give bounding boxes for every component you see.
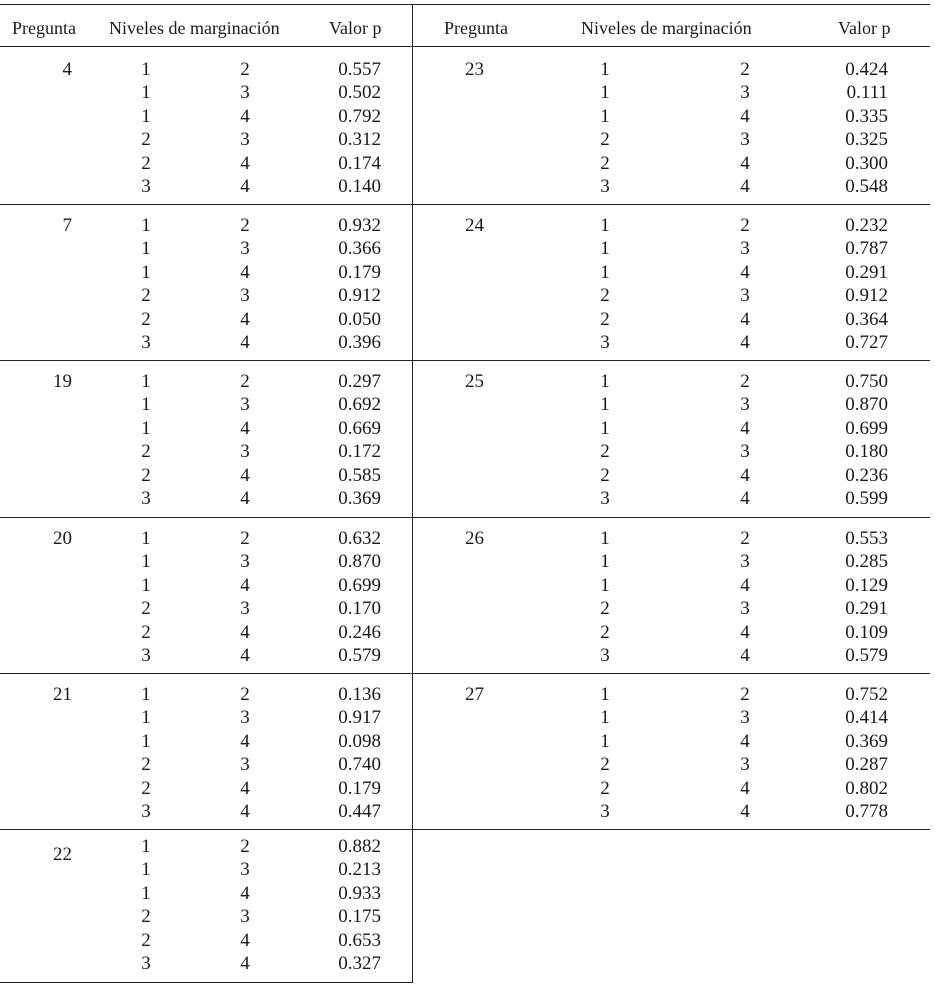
nivel-b-cell: 4	[240, 777, 250, 799]
nivel-a-cell: 1	[141, 882, 151, 904]
nivel-a-cell: 3	[600, 332, 610, 353]
nivel-a-cell: 3	[600, 488, 610, 509]
nivel-a-cell: 3	[141, 801, 151, 822]
pregunta-number: 20	[53, 528, 72, 549]
nivel-a-cell: 1	[600, 238, 610, 260]
nivel-b-cell: 3	[740, 598, 750, 620]
valor-p-cell: 0.653	[338, 929, 381, 951]
nivel-b-cell: 4	[740, 488, 750, 509]
nivel-b-cell: 4	[240, 464, 250, 486]
nivel-a-cell: 2	[600, 152, 610, 174]
nivel-b-cell: 3	[240, 707, 250, 729]
valor-p-cell: 0.297	[338, 371, 381, 392]
valor-p-cell: 0.179	[338, 777, 381, 799]
nivel-b-cell: 4	[240, 308, 250, 330]
pregunta-number: 23	[465, 59, 484, 80]
nivel-b-cell: 4	[240, 176, 250, 197]
nivel-b-cell: 4	[740, 308, 750, 330]
nivel-a-cell: 3	[141, 332, 151, 353]
valor-p-cell: 0.692	[338, 394, 381, 416]
nivel-b-cell: 4	[240, 574, 250, 596]
nivel-b-cell: 3	[740, 394, 750, 416]
valor-p-cell: 0.180	[845, 441, 888, 463]
pregunta-number: 24	[465, 215, 484, 236]
nivel-b-cell: 3	[740, 754, 750, 776]
nivel-b-cell: 4	[240, 801, 250, 822]
nivel-b-cell: 4	[740, 645, 750, 666]
valor-p-cell: 0.792	[338, 105, 381, 127]
header-valor-p-left: Valor p	[329, 18, 382, 38]
top-rule	[0, 4, 930, 5]
nivel-b-cell: 3	[240, 129, 250, 151]
pregunta-number: 19	[53, 371, 72, 392]
nivel-a-cell: 1	[600, 59, 610, 80]
valor-p-cell: 0.175	[338, 906, 381, 928]
nivel-b-cell: 2	[240, 215, 250, 236]
valor-p-cell: 0.932	[338, 215, 381, 236]
nivel-a-cell: 2	[141, 777, 151, 799]
nivel-a-cell: 1	[600, 684, 610, 705]
nivel-b-cell: 3	[740, 285, 750, 307]
group-separator	[0, 204, 930, 205]
nivel-a-cell: 1	[600, 707, 610, 729]
pregunta-number: 25	[465, 371, 484, 392]
valor-p-cell: 0.109	[845, 621, 888, 643]
nivel-b-cell: 2	[740, 684, 750, 705]
valor-p-cell: 0.870	[338, 551, 381, 573]
nivel-a-cell: 1	[600, 528, 610, 549]
nivel-b-cell: 4	[740, 801, 750, 822]
nivel-a-cell: 2	[600, 754, 610, 776]
nivel-b-cell: 3	[740, 551, 750, 573]
valor-p-cell: 0.396	[338, 332, 381, 353]
nivel-a-cell: 1	[141, 730, 151, 752]
nivel-a-cell: 1	[600, 215, 610, 236]
valor-p-cell: 0.300	[845, 152, 888, 174]
valor-p-cell: 0.917	[338, 707, 381, 729]
nivel-b-cell: 4	[740, 332, 750, 353]
nivel-b-cell: 4	[240, 261, 250, 283]
group-separator	[0, 673, 930, 674]
valor-p-cell: 0.129	[845, 574, 888, 596]
valor-p-cell: 0.669	[338, 417, 381, 439]
nivel-a-cell: 2	[600, 285, 610, 307]
group-separator	[0, 829, 930, 830]
nivel-b-cell: 2	[240, 836, 250, 857]
nivel-b-cell: 4	[240, 488, 250, 509]
valor-p-cell: 0.579	[338, 645, 381, 666]
nivel-a-cell: 1	[600, 417, 610, 439]
nivel-b-cell: 3	[240, 285, 250, 307]
nivel-a-cell: 1	[600, 394, 610, 416]
valor-p-cell: 0.933	[338, 882, 381, 904]
pregunta-number: 26	[465, 528, 484, 549]
valor-p-cell: 0.291	[845, 261, 888, 283]
valor-p-cell: 0.369	[845, 730, 888, 752]
nivel-b-cell: 3	[740, 238, 750, 260]
pregunta-number: 22	[53, 844, 72, 865]
nivel-a-cell: 2	[600, 441, 610, 463]
nivel-b-cell: 4	[240, 953, 250, 974]
valor-p-cell: 0.699	[845, 417, 888, 439]
pregunta-number: 21	[53, 684, 72, 705]
valor-p-cell: 0.246	[338, 621, 381, 643]
nivel-a-cell: 1	[141, 836, 151, 857]
valor-p-cell: 0.912	[338, 285, 381, 307]
valor-p-cell: 0.050	[338, 308, 381, 330]
nivel-a-cell: 2	[600, 777, 610, 799]
nivel-b-cell: 3	[740, 441, 750, 463]
nivel-a-cell: 3	[141, 176, 151, 197]
group-separator	[0, 360, 930, 361]
header-pregunta-right: Pregunta	[444, 18, 508, 38]
valor-p-cell: 0.802	[845, 777, 888, 799]
valor-p-cell: 0.727	[845, 332, 888, 353]
nivel-b-cell: 4	[240, 621, 250, 643]
nivel-a-cell: 3	[600, 645, 610, 666]
nivel-a-cell: 3	[600, 176, 610, 197]
nivel-a-cell: 2	[600, 464, 610, 486]
nivel-b-cell: 3	[240, 906, 250, 928]
valor-p-cell: 0.170	[338, 598, 381, 620]
valor-p-cell: 0.136	[338, 684, 381, 705]
valor-p-cell: 0.172	[338, 441, 381, 463]
valor-p-cell: 0.285	[845, 551, 888, 573]
nivel-b-cell: 3	[240, 394, 250, 416]
valor-p-cell: 0.557	[338, 59, 381, 80]
valor-p-cell: 0.787	[845, 238, 888, 260]
valor-p-cell: 0.291	[845, 598, 888, 620]
nivel-a-cell: 2	[141, 152, 151, 174]
nivel-b-cell: 3	[240, 441, 250, 463]
nivel-a-cell: 2	[600, 598, 610, 620]
nivel-a-cell: 2	[141, 129, 151, 151]
valor-p-cell: 0.287	[845, 754, 888, 776]
bottom-rule	[0, 982, 413, 983]
nivel-a-cell: 1	[141, 574, 151, 596]
nivel-b-cell: 3	[740, 707, 750, 729]
valor-p-cell: 0.632	[338, 528, 381, 549]
valor-p-cell: 0.548	[845, 176, 888, 197]
pregunta-number: 4	[62, 59, 72, 80]
nivel-a-cell: 1	[141, 707, 151, 729]
nivel-a-cell: 2	[141, 598, 151, 620]
nivel-b-cell: 2	[740, 528, 750, 549]
valor-p-cell: 0.213	[338, 859, 381, 881]
valor-p-cell: 0.232	[845, 215, 888, 236]
nivel-b-cell: 4	[740, 417, 750, 439]
valor-p-cell: 0.553	[845, 528, 888, 549]
nivel-b-cell: 2	[240, 528, 250, 549]
valor-p-cell: 0.312	[338, 129, 381, 151]
nivel-a-cell: 1	[600, 551, 610, 573]
nivel-b-cell: 3	[740, 129, 750, 151]
valor-p-cell: 0.447	[338, 801, 381, 822]
valor-p-cell: 0.750	[845, 371, 888, 392]
header-rule	[0, 46, 930, 47]
valor-p-cell: 0.111	[846, 82, 888, 104]
nivel-b-cell: 3	[240, 551, 250, 573]
nivel-b-cell: 3	[240, 238, 250, 260]
nivel-a-cell: 3	[141, 488, 151, 509]
nivel-b-cell: 4	[740, 261, 750, 283]
valor-p-cell: 0.752	[845, 684, 888, 705]
valor-p-cell: 0.327	[338, 953, 381, 974]
nivel-b-cell: 4	[740, 464, 750, 486]
valor-p-cell: 0.424	[845, 59, 888, 80]
nivel-a-cell: 1	[141, 59, 151, 80]
nivel-a-cell: 2	[141, 621, 151, 643]
valor-p-cell: 0.364	[845, 308, 888, 330]
nivel-a-cell: 2	[141, 308, 151, 330]
nivel-a-cell: 1	[141, 417, 151, 439]
nivel-b-cell: 3	[240, 598, 250, 620]
valor-p-cell: 0.778	[845, 801, 888, 822]
nivel-b-cell: 2	[240, 59, 250, 80]
nivel-a-cell: 2	[600, 621, 610, 643]
valor-p-cell: 0.882	[338, 836, 381, 857]
nivel-b-cell: 4	[240, 730, 250, 752]
column-divider	[412, 4, 413, 983]
nivel-b-cell: 3	[240, 859, 250, 881]
nivel-a-cell: 2	[141, 285, 151, 307]
nivel-b-cell: 4	[740, 176, 750, 197]
valor-p-cell: 0.599	[845, 488, 888, 509]
pregunta-number: 27	[465, 684, 484, 705]
nivel-b-cell: 4	[740, 574, 750, 596]
valor-p-cell: 0.870	[845, 394, 888, 416]
nivel-a-cell: 1	[141, 238, 151, 260]
nivel-a-cell: 1	[600, 105, 610, 127]
nivel-a-cell: 2	[600, 129, 610, 151]
nivel-a-cell: 1	[600, 574, 610, 596]
nivel-b-cell: 4	[740, 730, 750, 752]
nivel-a-cell: 2	[141, 464, 151, 486]
valor-p-cell: 0.366	[338, 238, 381, 260]
header-niveles-left: Niveles de marginación	[109, 18, 280, 38]
nivel-a-cell: 1	[141, 528, 151, 549]
header-valor-p-right: Valor p	[838, 18, 891, 38]
nivel-a-cell: 1	[600, 371, 610, 392]
valor-p-cell: 0.502	[338, 82, 381, 104]
nivel-b-cell: 4	[740, 777, 750, 799]
valor-p-cell: 0.912	[845, 285, 888, 307]
nivel-a-cell: 1	[600, 730, 610, 752]
header-pregunta-left: Pregunta	[12, 18, 76, 38]
valor-p-cell: 0.740	[338, 754, 381, 776]
nivel-a-cell: 1	[600, 261, 610, 283]
valor-p-cell: 0.236	[845, 464, 888, 486]
nivel-b-cell: 2	[740, 371, 750, 392]
nivel-a-cell: 1	[141, 105, 151, 127]
nivel-b-cell: 4	[740, 152, 750, 174]
header-niveles-right: Niveles de marginación	[581, 18, 752, 38]
nivel-a-cell: 3	[141, 953, 151, 974]
nivel-a-cell: 1	[141, 371, 151, 392]
nivel-a-cell: 1	[141, 82, 151, 104]
nivel-a-cell: 1	[141, 859, 151, 881]
nivel-b-cell: 2	[740, 215, 750, 236]
nivel-b-cell: 4	[240, 105, 250, 127]
nivel-b-cell: 4	[240, 152, 250, 174]
valor-p-cell: 0.369	[338, 488, 381, 509]
nivel-b-cell: 4	[240, 929, 250, 951]
nivel-a-cell: 1	[141, 551, 151, 573]
nivel-b-cell: 2	[240, 684, 250, 705]
nivel-a-cell: 2	[141, 441, 151, 463]
valor-p-cell: 0.579	[845, 645, 888, 666]
valor-p-cell: 0.585	[338, 464, 381, 486]
nivel-b-cell: 3	[240, 82, 250, 104]
valor-p-cell: 0.174	[338, 152, 381, 174]
valor-p-cell: 0.335	[845, 105, 888, 127]
nivel-b-cell: 4	[240, 417, 250, 439]
nivel-b-cell: 4	[740, 105, 750, 127]
valor-p-cell: 0.179	[338, 261, 381, 283]
nivel-b-cell: 3	[240, 754, 250, 776]
valor-p-cell: 0.325	[845, 129, 888, 151]
nivel-a-cell: 2	[141, 754, 151, 776]
nivel-a-cell: 1	[141, 394, 151, 416]
nivel-a-cell: 1	[600, 82, 610, 104]
nivel-b-cell: 4	[240, 882, 250, 904]
nivel-a-cell: 1	[141, 261, 151, 283]
nivel-b-cell: 2	[740, 59, 750, 80]
valor-p-cell: 0.699	[338, 574, 381, 596]
nivel-b-cell: 3	[740, 82, 750, 104]
nivel-b-cell: 2	[240, 371, 250, 392]
nivel-a-cell: 3	[600, 801, 610, 822]
nivel-b-cell: 4	[240, 332, 250, 353]
nivel-b-cell: 4	[240, 645, 250, 666]
nivel-a-cell: 2	[600, 308, 610, 330]
nivel-a-cell: 2	[141, 929, 151, 951]
group-separator	[0, 517, 930, 518]
valor-p-cell: 0.098	[338, 730, 381, 752]
pregunta-number: 7	[62, 215, 72, 236]
nivel-a-cell: 3	[141, 645, 151, 666]
nivel-a-cell: 1	[141, 684, 151, 705]
nivel-a-cell: 2	[141, 906, 151, 928]
valor-p-cell: 0.140	[338, 176, 381, 197]
nivel-b-cell: 4	[740, 621, 750, 643]
valor-p-cell: 0.414	[845, 707, 888, 729]
nivel-a-cell: 1	[141, 215, 151, 236]
